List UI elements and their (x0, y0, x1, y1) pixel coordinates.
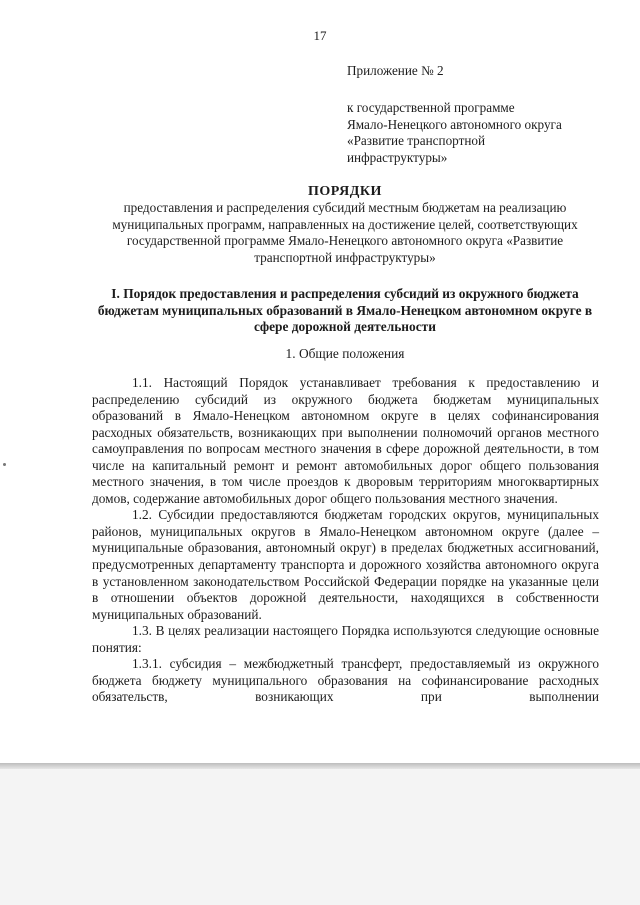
section-heading: I. Порядок предоставления и распределения субсидий из окружного бюджета бюджетам муниципальных образований в Ямало-Ненецком автономном округе в сфере дорожной деятельности (97, 286, 593, 335)
page-number: 17 (313, 28, 327, 43)
scan-speck (3, 463, 6, 466)
appendix-line: Ямало-Ненецкого автономного округа (347, 116, 562, 132)
paragraph: 1.1. Настоящий Порядок устанавливает требования к предоставлению и распределению субсидий из окружного бюджета бюджетам муниципальных образований в Ямало-Ненецком автономном округе в целях софинансирования расходных обязательств, возникающих при выполнении полномочий органов местного самоуправления по вопросам местного значения в сфере дорожной деятельности, в том числе на капитальный ремонт и ремонт автомобильных дорог общего пользования местного значения, в том числе проездов к дворовым территориям многоквартирных домов, содержание автомобильных дорог общего пользования местного значения. (92, 375, 599, 506)
paragraph: 1.3.1. субсидия – межбюджетный трансферт, предоставляемый из окружного бюджета бюджету муниципального образования на софинансирование расходных обязательств, возникающих при выполнении (92, 656, 599, 705)
paragraph: 1.3. В целях реализации настоящего Порядка используются следующие основные понятия: (92, 623, 599, 655)
body-text (92, 375, 599, 706)
paragraph: 1.2. Субсидии предоставляются бюджетам городских округов, муниципальных районов, муниципальных округов в Ямало-Ненецком автономном округе (далее – муниципальные образования, автономный округ) в пределах бюджетных ассигнований, предусмотренных департаменту транспорта и дорожного хозяйства автономного округа в установленном законодательством Российской Федерации порядке на указанные цели в отношении объектов дорожной деятельности, находящихся в собственности муниципальных образований. (92, 507, 599, 622)
appendix-line: «Развитие транспортной (347, 133, 486, 148)
appendix-title: Приложение № 2 (347, 63, 444, 78)
document-title: ПОРЯДКИ (308, 184, 382, 199)
appendix-reference (347, 100, 562, 166)
subsection-heading: 1. Общие положения (285, 346, 405, 361)
document-subtitle: предоставления и распределения субсидий местным бюджетам на реализацию муниципальных программ, направленных на достижение целей, соответствующих государственной программе Ямало-Ненецкого автономного округа «Развитие транспортной инфраструктуры» (112, 200, 578, 265)
scan-background (0, 769, 640, 905)
appendix-line: к государственной программе (347, 100, 515, 115)
appendix-line: инфраструктуры» (347, 149, 448, 165)
